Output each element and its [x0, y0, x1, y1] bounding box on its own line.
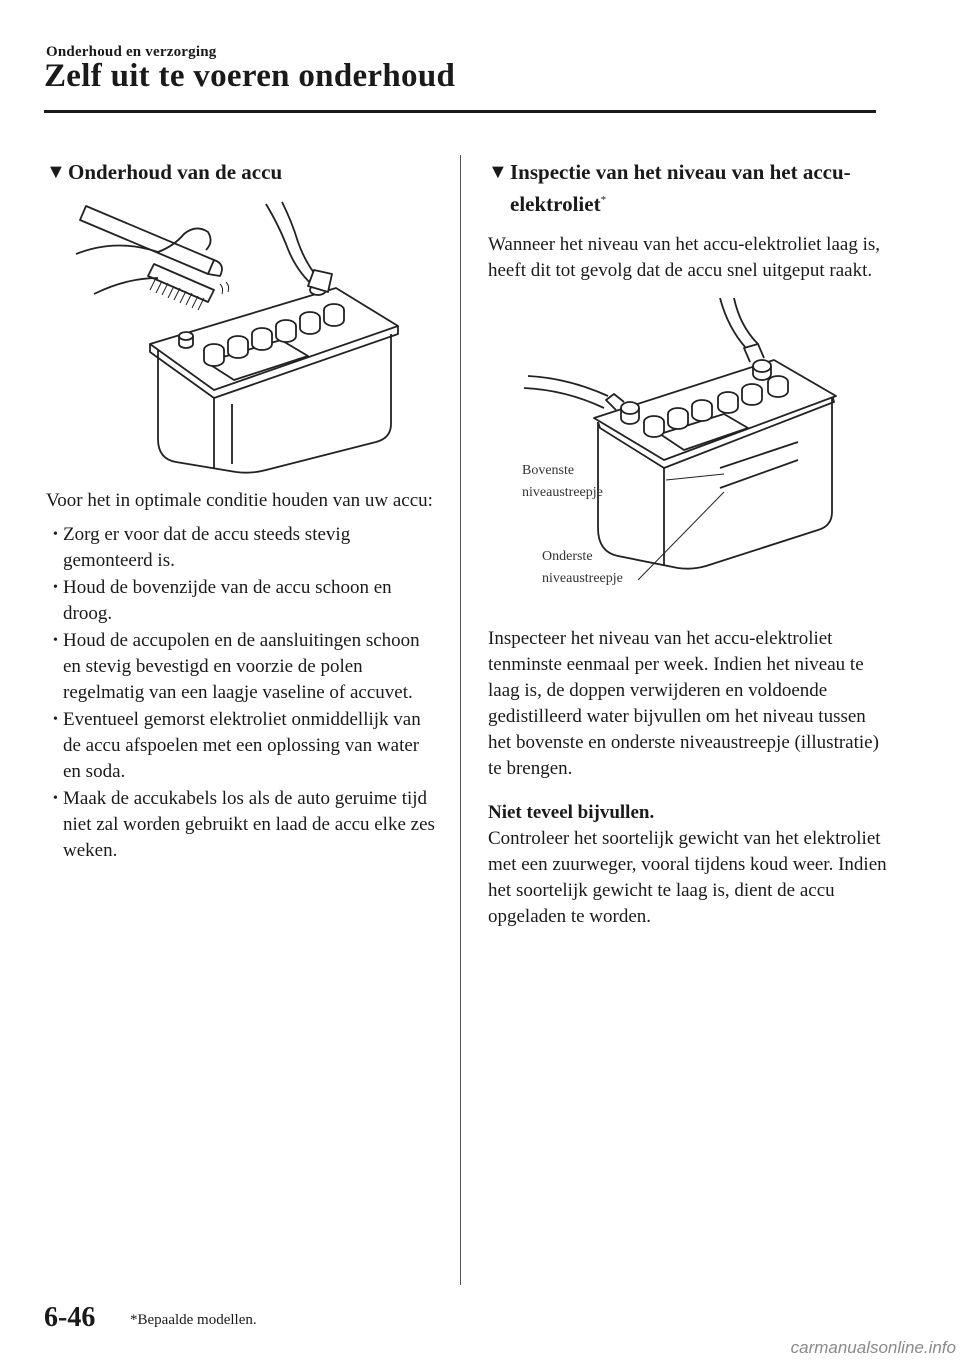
- heading-text: Inspectie van het niveau van het accu-elektroliet*: [510, 160, 851, 216]
- electrolyte-intro-text: Wanneer het niveau van het accu-elektroliet laag is, heeft dit tot gevolg dat de accu snel uitgeput raakt.: [488, 234, 881, 281]
- footnote: *Bepaalde modellen.: [130, 1312, 257, 1328]
- lower-level-label: Onderste: [542, 549, 593, 564]
- overfill-warning-title: Niet teveel bijvullen.: [488, 802, 655, 823]
- triangle-marker-icon: ▼: [46, 161, 66, 183]
- right-column: [488, 158, 888, 930]
- lower-level-label: niveaustreepje: [542, 571, 623, 586]
- watermark: carmanualsonline.info: [790, 1338, 956, 1357]
- electrolyte-level-illustration: [488, 298, 888, 626]
- column-divider: [460, 155, 461, 1285]
- electrolyte-inspection-heading: [488, 158, 888, 218]
- upper-level-label: niveaustreepje: [522, 485, 603, 500]
- list-item: • Eventueel gemorst elektroliet onmiddellijk van de accu afspoelen met een oplossing van water en soda.: [53, 709, 421, 782]
- left-column: [46, 158, 441, 865]
- battery-tips-list: [46, 522, 441, 864]
- battery-maintenance-heading: [46, 158, 441, 186]
- heading-text: Onderhoud van de accu: [68, 160, 283, 184]
- title-rule: [44, 110, 876, 113]
- list-item: • Zorg er voor dat de accu steeds stevig gemonteerd is.: [53, 524, 351, 571]
- triangle-marker-icon: ▼: [488, 161, 508, 183]
- inspection-body-text: Inspecteer het niveau van het accu-elektroliet tenminste eenmaal per week. Indien het niveau te laag is, de doppen verwijderen en voldoende gedistilleerd water bijvullen om het niveau tussen het bovenste en onderste niveaustreepje (illustratie) te brengen.: [488, 628, 879, 779]
- upper-level-label: Bovenste: [522, 463, 575, 478]
- page-number: 6-46: [44, 1302, 96, 1333]
- section-label: Onderhoud en verzorging: [46, 44, 217, 60]
- footnote-marker: *: [600, 194, 607, 206]
- page-title: Zelf uit te voeren onderhoud: [44, 58, 456, 94]
- battery-intro-text: Voor het in optimale conditie houden van uw accu:: [46, 490, 433, 511]
- list-item: • Houd de accupolen en de aansluitingen schoon en stevig bevestigd en voorzie de polen regelmatig van een laagje vaseline of accuvet.: [53, 630, 420, 703]
- battery-cleaning-illustration: [46, 194, 441, 476]
- overfill-warning-text: Controleer het soortelijk gewicht van het elektroliet met een zuurweger, vooral tijdens koud weer. Indien het soortelijk gewicht te laag is, dient de accu opgeladen te worden.: [488, 828, 887, 927]
- list-item: • Maak de accukabels los als de auto geruime tijd niet zal worden gebruikt en laad de accu elke zes weken.: [53, 788, 435, 861]
- list-item: • Houd de bovenzijde van de accu schoon en droog.: [53, 577, 392, 624]
